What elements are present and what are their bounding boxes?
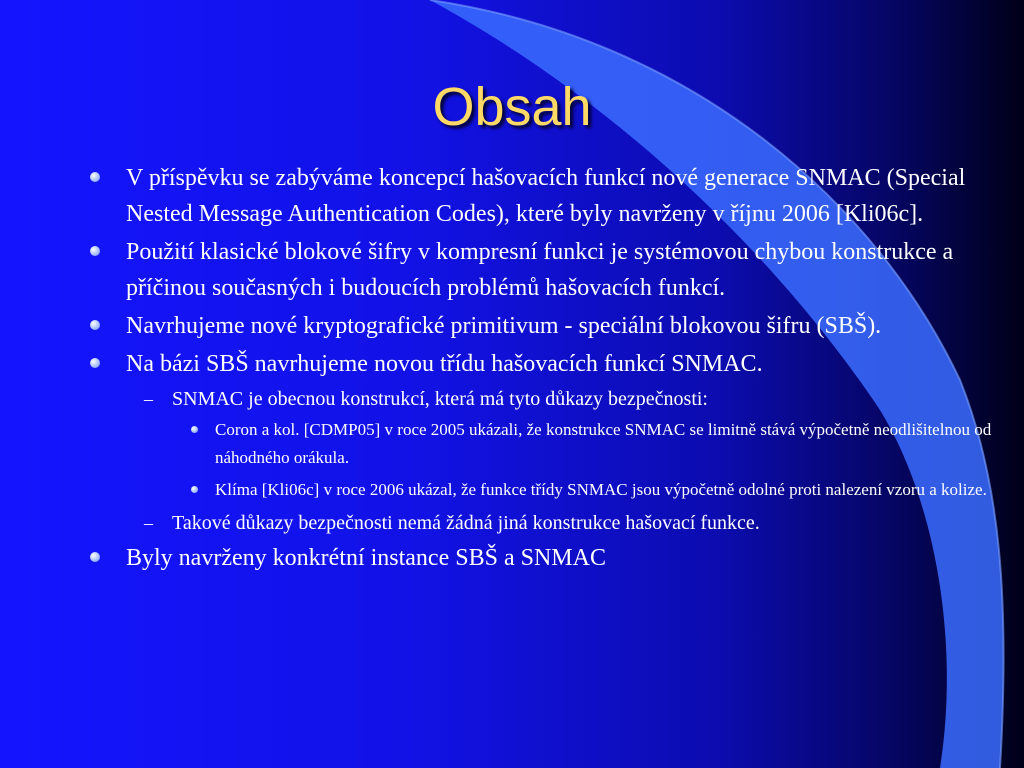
bullet-item: [88, 160, 998, 232]
bullet-dot-icon: [90, 246, 100, 256]
bullet-text: Použití klasické blokové šifry v kompresní funkci je systémovou chybou konstrukce a příčinou současných i budoucích problémů hašovacích funkcí.: [126, 239, 954, 301]
bullet-item: [88, 346, 998, 382]
bullet-dot-icon: [90, 552, 100, 562]
bullet-text: V příspěvku se zabýváme koncepcí hašovacích funkcí nové generace SNMAC (Special Nested Message Authentication Codes), které byly navrženy v říjnu 2006 [Kli06c].: [126, 165, 966, 227]
bullet-item: [88, 540, 998, 576]
bullet-item: [88, 234, 998, 306]
sub-bullet-item: [88, 384, 998, 414]
bullet-dot-icon: [90, 172, 100, 182]
bullet-text: Na bázi SBŠ navrhujeme novou třídu hašovacích funkcí SNMAC.: [126, 351, 763, 377]
bullet-dot-icon: [90, 320, 100, 330]
sub-bullet-item: [88, 508, 998, 538]
dash-icon: –: [144, 389, 153, 409]
sub-sub-bullet-text: Coron a kol. [CDMP05] v roce 2005 ukázali, že konstrukce SNMAC se limitně stává výpočetně neodlišitelnou od náhodného orákula.: [215, 420, 992, 467]
bullet-dot-icon: [191, 426, 198, 433]
slide-title: Obsah: [432, 77, 592, 137]
sub-bullet-text: SNMAC je obecnou konstrukcí, která má tyto důkazy bezpečnosti:: [172, 388, 708, 410]
bullet-text: Navrhujeme nové kryptografické primitivum - speciální blokovou šifru (SBŠ).: [126, 313, 882, 339]
bullet-item: [88, 308, 998, 344]
sub-bullet-text: Takové důkazy bezpečnosti nemá žádná jiná konstrukce hašovací funkce.: [172, 512, 760, 534]
bullet-text: Byly navrženy konkrétní instance SBŠ a SNMAC: [126, 545, 606, 571]
sub-sub-bullet-text: Klíma [Kli06c] v roce 2006 ukázal, že funkce třídy SNMAC jsou výpočetně odolné proti nalezení vzoru a kolize.: [215, 480, 987, 499]
dash-icon: –: [144, 513, 153, 533]
sub-sub-bullet-item: [88, 476, 998, 504]
slide-content: [88, 160, 998, 578]
bullet-dot-icon: [191, 486, 198, 493]
sub-sub-bullet-item: [88, 416, 998, 472]
bullet-dot-icon: [90, 358, 100, 368]
